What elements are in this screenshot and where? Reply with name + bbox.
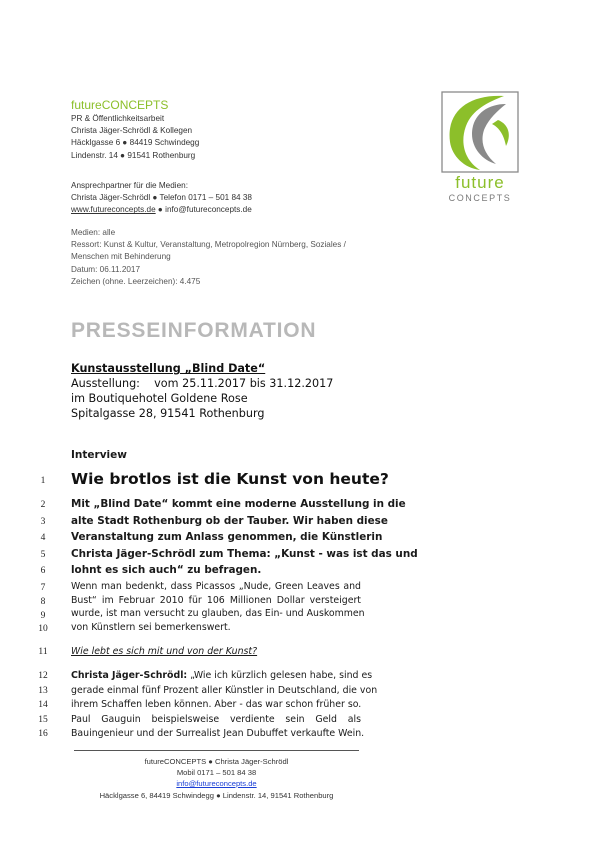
line-number: 4: [40, 533, 46, 543]
line-number: 11: [38, 647, 48, 657]
contact-heading: Ansprechpartner für die Medien:: [71, 181, 188, 190]
logo-word-future: future: [455, 173, 505, 192]
logo-word-concepts: CONCEPTS: [448, 193, 512, 203]
line-number: 15: [38, 715, 48, 725]
press-meta: [71, 227, 371, 288]
line-number: 8: [40, 597, 46, 607]
answer-paragraph: [71, 669, 378, 742]
exhibition-info: [71, 361, 333, 421]
document-title: PRESSEINFORMATION: [71, 319, 317, 342]
body-paragraph: [71, 580, 365, 634]
footer-address: Häcklgasse 6, 84419 Schwindegg ● Lindenstr. 14, 91541 Rothenburg: [99, 791, 334, 800]
exhibition-dates: Ausstellung: vom 25.11.2017 bis 31.12.2017: [71, 377, 334, 390]
paragraph-line: gerade einmal fünf Prozent aller Künstler in Deutschland, die von: [71, 684, 378, 696]
meta-line: Zeichen (ohne. Leerzeichen): 4.475: [71, 276, 201, 286]
paragraph-line: Veranstaltung zum Anlass genommen, die Künstlerin: [71, 531, 383, 543]
line-number: 13: [38, 686, 48, 696]
brand-suffix: CONCEPTS: [101, 98, 169, 112]
line-number: 9: [40, 611, 46, 621]
brand-name: [71, 98, 168, 112]
sender-line: PR & Öffentlichkeitsarbeit: [71, 114, 165, 123]
media-contact: [71, 180, 252, 217]
footer-company: futureCONCEPTS ● Christa Jäger-Schrödl: [144, 757, 289, 766]
answer-start: „Wie ich kürzlich gelesen habe, sind es: [187, 670, 373, 681]
website-link[interactable]: www.futureconcepts.de: [71, 205, 156, 215]
brand-prefix: future: [71, 98, 102, 112]
line-number: 2: [40, 500, 46, 510]
paragraph-line: alte Stadt Rothenburg ob der Tauber. Wir haben diese: [71, 514, 388, 527]
contact-email: ● info@futureconcepts.de: [155, 205, 252, 215]
logo-mark-icon: [440, 90, 520, 174]
meta-line: Menschen mit Behinderung: [71, 252, 171, 262]
footer-email-row: [74, 779, 359, 790]
line-number: 1: [40, 476, 46, 486]
line-number: 16: [38, 729, 48, 739]
exhibition-venue: im Boutiquehotel Goldene Rose: [71, 392, 248, 405]
line-number: 12: [38, 671, 48, 681]
paragraph-line: Wenn man bedenkt, dass Picassos „Nude, Green Leaves and: [71, 581, 361, 592]
paragraph-line: lohnt es sich auch“ zu befragen.: [71, 564, 262, 576]
paragraph-line: Bauingenieur und der Surrealist Jean Dubuffet verkaufte Wein.: [71, 728, 365, 739]
line-number: 14: [38, 700, 48, 710]
speaker-name: Christa Jäger-Schrödl:: [71, 670, 188, 681]
line-number: 10: [38, 624, 48, 634]
paragraph-line: [71, 669, 373, 684]
sender-address: [71, 113, 199, 162]
footer-phone: Mobil 0171 – 501 84 38: [176, 768, 257, 777]
exhibition-address: Spitalgasse 28, 91541 Rothenburg: [71, 407, 265, 420]
headline: Wie brotlos ist die Kunst von heute?: [71, 470, 389, 488]
contact-phone: Christa Jäger-Schrödl ● Telefon 0171 – 501 84 38: [71, 193, 252, 203]
line-number: 3: [40, 517, 46, 527]
paragraph-line: Christa Jäger-Schrödl zum Thema: „Kunst - was ist das und: [71, 547, 418, 560]
sender-line: Christa Jäger-Schrödl & Kollegen: [71, 126, 193, 136]
exhibition-title: Kunstausstellung „Blind Date“: [71, 362, 266, 375]
paragraph-line: Mit „Blind Date“ kommt eine moderne Ausstellung in die: [71, 498, 406, 510]
intro-paragraph: [71, 496, 418, 579]
line-number: 6: [40, 566, 46, 576]
interview-question: Wie lebt es sich mit und von der Kunst?: [71, 646, 258, 657]
paragraph-line: Bust“ im Februar 2010 für 106 Millionen Dollar versteigert: [71, 594, 361, 606]
future-concepts-logo: [440, 90, 520, 210]
section-label: Interview: [71, 449, 127, 461]
meta-line: Datum: 06.11.2017: [71, 264, 141, 274]
contact-web: [71, 204, 252, 216]
paragraph-line: von Künstlern sei bemerkenswert.: [71, 621, 231, 633]
line-number: 5: [40, 550, 46, 560]
paragraph-line: ihrem Schaffen leben können. Aber - das war schon früher so.: [71, 699, 362, 710]
footer-email-link[interactable]: info@futureconcepts.de: [176, 779, 257, 788]
meta-line: Medien: alle: [71, 228, 116, 237]
paragraph-line: wurde, ist man versucht zu glauben, das Ein- und Auskommen: [71, 608, 365, 620]
sender-line: Häcklgasse 6 ● 84419 Schwindegg: [71, 138, 200, 148]
sender-line: Lindenstr. 14 ● 91541 Rothenburg: [71, 150, 196, 160]
footer-divider: [74, 750, 359, 751]
line-number: 7: [40, 583, 46, 593]
paragraph-line: Paul Gauguin beispielsweise verdiente sein Geld als: [71, 713, 361, 725]
meta-line: Ressort: Kunst & Kultur, Veranstaltung, Metropolregion Nürnberg, Soziales /: [71, 240, 346, 250]
